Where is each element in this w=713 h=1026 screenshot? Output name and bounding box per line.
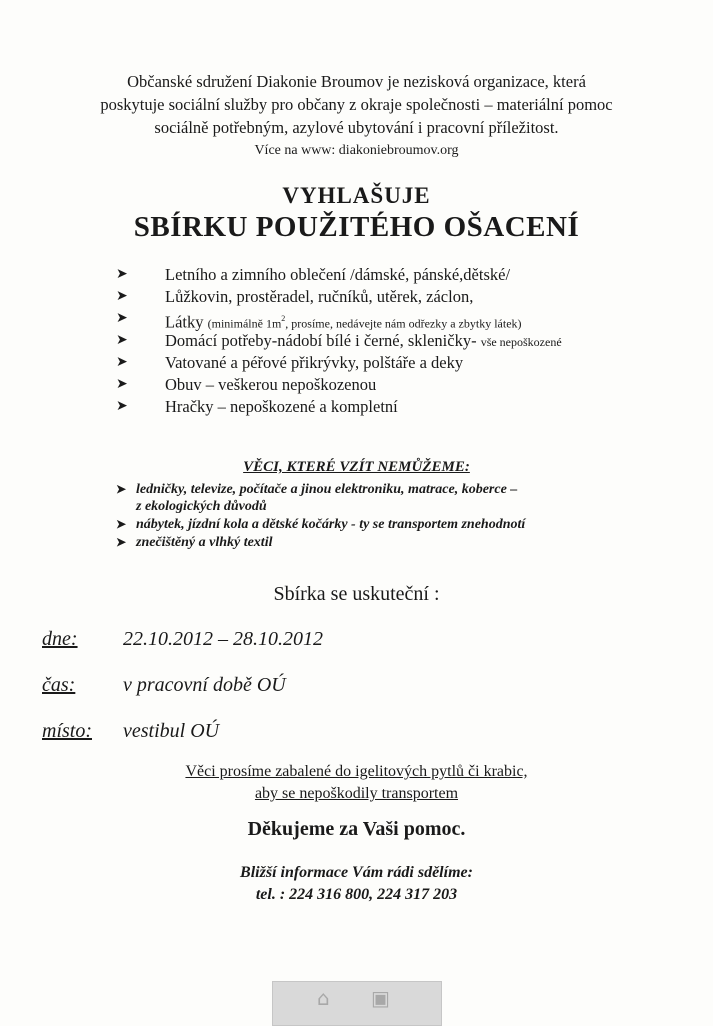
list-item: ➤ nábytek, jízdní kola a dětské kočárky - ty se transportem znehodnotí — [116, 517, 526, 532]
arrowhead-bullet-icon: ➤ — [116, 311, 128, 326]
arrowhead-bullet-icon: ➤ — [116, 535, 127, 549]
stamp-mark-icon: ⌂ — [317, 986, 330, 1010]
intro-line: Občanské sdružení Diakonie Broumov je nezisková organizace, která — [127, 72, 586, 91]
arrowhead-bullet-icon: ➤ — [116, 333, 128, 348]
arrowhead-bullet-icon: ➤ — [116, 289, 128, 304]
stamp-mark-icon: ▣ — [371, 986, 390, 1010]
thanks-line: Děkujeme za Vaši pomoc. — [247, 818, 466, 840]
contact-info: Bližší informace Vám rádi sdělíme: tel. : 224 316 800, 224 317 203 — [0, 862, 713, 906]
list-item: ➤ Hračky – nepoškozené a kompletní — [116, 397, 398, 416]
list-item: ➤ znečištěný a vlhký textil — [116, 535, 273, 550]
time-label: čas: — [42, 674, 76, 696]
place-value: vestibul OÚ — [123, 720, 220, 742]
accepted-items-list — [116, 264, 696, 418]
item-note: vše nepoškozené — [480, 335, 562, 349]
heading-announces: VYHLAŠUJE — [282, 183, 431, 208]
date-label: dne: — [42, 628, 78, 650]
website-line: Více na www: diakoniebroumov.org — [254, 143, 459, 158]
intro-line: sociálně potřebným, azylové ubytování i pracovní příležitost. — [154, 118, 559, 137]
arrowhead-bullet-icon: ➤ — [116, 517, 127, 531]
intro-line: poskytuje sociální služby pro občany z okraje společnosti – materiální pomoc — [100, 95, 613, 114]
list-item: ➤ Obuv – veškerou nepoškozenou — [116, 375, 377, 394]
arrowhead-bullet-icon: ➤ — [116, 267, 128, 282]
stamp-logo-icon — [272, 981, 442, 1026]
item-note: , prosíme, nedávejte nám odřezky a zbytky látek) — [285, 316, 522, 331]
list-item: ➤ Letního a zimního oblečení /dámské, pánské,dětské/ — [116, 265, 511, 284]
place-label: místo: — [42, 720, 92, 742]
phone-numbers: tel. : 224 316 800, 224 317 203 — [255, 886, 458, 903]
arrowhead-bullet-icon: ➤ — [116, 399, 128, 414]
arrowhead-bullet-icon: ➤ — [116, 355, 128, 370]
item-text: Látky — [165, 312, 208, 332]
list-item: ➤ Lůžkovin, prostěradel, ručníků, utěrek, záclon, — [116, 287, 474, 306]
collection-title: Sbírka se uskuteční : — [273, 583, 440, 605]
list-item: ➤ ledničky, televize, počítače a jinou elektroniku, matrace, koberce – z ekologických důvodů — [116, 482, 518, 514]
not-accepted-heading: VĚCI, KTERÉ VZÍT NEMŮŽEME: — [243, 459, 470, 475]
packing-note: Věci prosíme zabalené do igelitových pytlů či krabic, aby se nepoškodily transportem — [185, 763, 528, 802]
item-text: Domácí potřeby-nádobí bílé i černé, skleničky- — [165, 331, 481, 350]
intro-paragraph — [0, 70, 713, 162]
list-item — [116, 330, 696, 352]
arrowhead-bullet-icon: ➤ — [116, 482, 127, 496]
item-note-sup: 2 — [281, 314, 286, 323]
time-value: v pracovní době OÚ — [123, 674, 286, 696]
not-accepted-list — [116, 481, 676, 552]
item-note: (minimálně 1m — [207, 316, 282, 331]
list-item: ➤ Vatované a péřové přikrývky, polštáře a deky — [116, 353, 464, 372]
list-item — [116, 308, 696, 330]
heading-collection-title: SBÍRKU POUŽITÉHO OŠACENÍ — [133, 211, 580, 243]
arrowhead-bullet-icon: ➤ — [116, 377, 128, 392]
date-value: 22.10.2012 – 28.10.2012 — [123, 628, 323, 650]
